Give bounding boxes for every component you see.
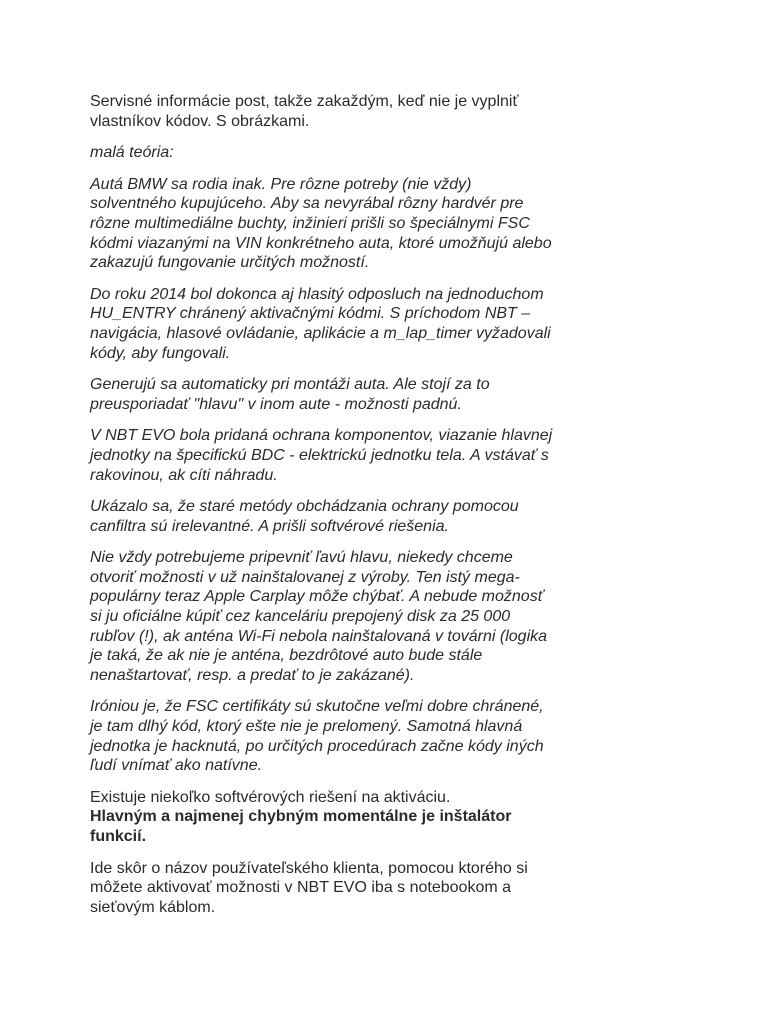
paragraph-client [90, 859, 570, 918]
paragraph-generated [90, 375, 570, 414]
paragraph-bmw [90, 175, 570, 273]
paragraph-canfilter [90, 497, 570, 536]
text-line: jednotky na špecifickú BDC - elektrickú jednotku tela. A vstávať s [90, 446, 549, 464]
text-line: Generujú sa automaticky pri montáži auta. Ale stojí za to [90, 376, 490, 394]
text-line: Servisné informácie post, takže zakaždým, keď nie je vyplniť [90, 93, 519, 110]
text-line: zakazujú fungovanie určitých možností. [90, 254, 370, 272]
text-line: V NBT EVO bola pridaná ochrana komponentov, viazanie hlavnej [90, 427, 553, 445]
document-page [90, 92, 570, 929]
bold-text-line: funkcií. [90, 828, 147, 845]
paragraph-fsc-irony [90, 697, 570, 775]
paragraph-theory-heading [90, 143, 570, 163]
text-line: rakovinou, ak cíti náhradu. [90, 466, 278, 484]
bold-text-line: Hlavným a najmenej chybným momentálne je inštalátor [90, 808, 512, 826]
text-line: preusporiadať "hlavu" v inom aute - možnosti padnú. [90, 395, 462, 413]
text-line: Nie vždy potrebujeme pripevniť ľavú hlavu, niekedy chceme [90, 549, 513, 567]
text-line: Do roku 2014 bol dokonca aj hlasitý odposluch na jednoduchom [90, 285, 544, 303]
paragraph-carplay [90, 548, 570, 685]
text-line: Ukázalo sa, že staré metódy obchádzania ochrany pomocou [90, 498, 519, 516]
text-line: nenaštartovať, resp. a predať to je zakázané). [90, 666, 415, 684]
text-line: kódmi viazanými na VIN konkrétneho auta, ktoré umožňujú alebo [90, 234, 552, 252]
text-line: kódy, aby fungovali. [90, 344, 231, 362]
text-line: jednotka je hacknutá, po určitých procedúrach začne kódy iných [90, 737, 544, 755]
text-line: HU_ENTRY chránený aktivačnými kódmi. S príchodom NBT – [90, 305, 531, 323]
text-line: rôzne multimediálne buchty, inžinieri prišli so špeciálnymi FSC [90, 214, 530, 232]
text-line: ľudí vnímať ako natívne. [90, 757, 263, 775]
text-line: je taká, že ak nie je anténa, bezdrôtové auto bude stále [90, 647, 483, 665]
text-line: vlastníkov kódov. S obrázkami. [90, 112, 310, 130]
text-line: Existuje niekoľko softvérových riešení na aktiváciu. [90, 788, 451, 806]
text-line: si ju oficiálne kúpiť cez kanceláriu prepojený disk za 25 000 [90, 608, 511, 626]
text-line: Autá BMW sa rodia inak. Pre rôzne potreby (nie vždy) [90, 175, 472, 193]
text-line: Iróniou je, že FSC certifikáty sú skutočne veľmi dobre chránené, [90, 698, 544, 716]
text-line: malá teória: [90, 144, 174, 162]
text-line: populárny teraz Apple Carplay môže chýbať. A nebude možnosť [90, 588, 544, 606]
text-line: môžete aktivovať možnosti v NBT EVO iba s notebookom a [90, 879, 512, 897]
paragraph-nbt-evo [90, 426, 570, 485]
text-line: Ide skôr o názov používateľského klienta, pomocou ktorého si [90, 859, 528, 877]
text-line: otvoriť možnosti v už nainštalovanej z výroby. Ten istý mega- [90, 568, 520, 586]
text-line: canfiltra sú irelevantné. A prišli softvérové riešenia. [90, 517, 449, 535]
text-line: navigácia, hlasové ovládanie, aplikácie a m_lap_timer vyžadovali [90, 324, 551, 342]
paragraph-solutions [90, 788, 570, 847]
text-line: rubľov (!), ak anténa Wi-Fi nebola nainštalovaná v továrni (logika [90, 627, 548, 645]
paragraph-2014 [90, 285, 570, 363]
text-line: je tam dlhý kód, ktorý ešte nie je prelomený. Samotná hlavná [90, 718, 523, 736]
text-line: sieťovým káblom. [90, 898, 216, 916]
text-line: solventného kupujúceho. Aby sa nevyrábal rôzny hardvér pre [90, 195, 524, 213]
paragraph-intro [90, 92, 570, 131]
